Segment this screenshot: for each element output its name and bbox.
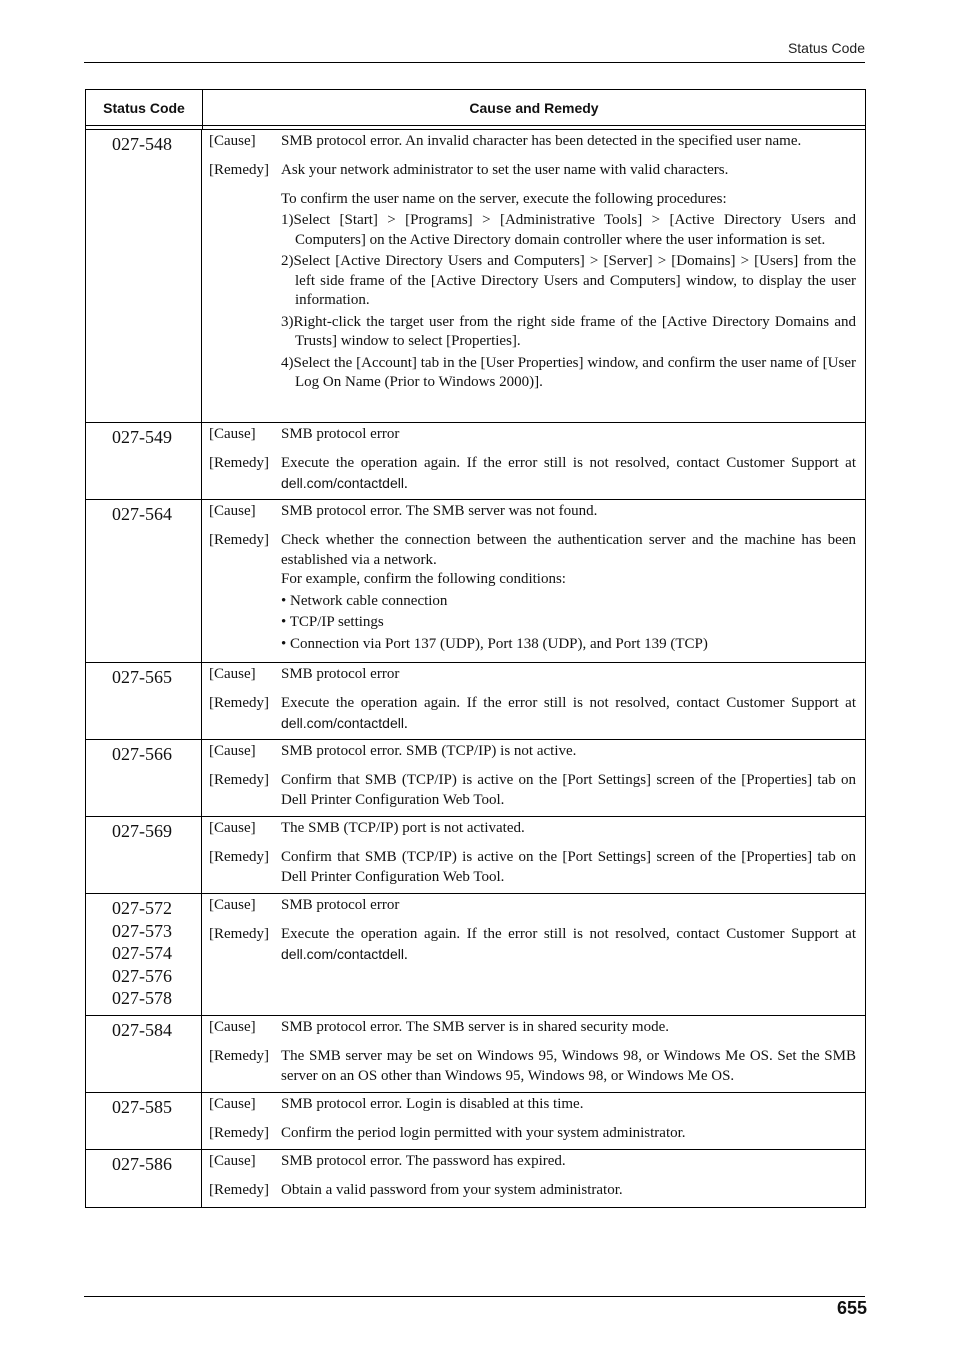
cause-text: SMB protocol error. SMB (TCP/IP) is not active.: [281, 743, 577, 759]
remedy-tag: [Remedy]: [209, 1125, 269, 1141]
status-code-cell: [86, 1150, 202, 1207]
remedy-text: Execute the operation again. If the error still is not resolved, contact Customer Support at dell.com/contactdell.: [281, 695, 856, 732]
status-code-cell: [86, 894, 202, 1015]
cause-tag: [Cause]: [209, 666, 256, 682]
column-header-status-code: Status Code: [86, 90, 203, 125]
status-code: 027-578: [112, 988, 172, 1008]
cause-text: The SMB (TCP/IP) port is not activated.: [281, 820, 525, 836]
remedy-text: Obtain a valid password from your system administrator.: [281, 1182, 623, 1198]
procedure-step: 2)Select [Active Directory Users and Computers] > [Server] > [Domains] > [Users] from the left side frame of the [Active Directory Users and Computers] window, to display the user information.: [281, 253, 856, 308]
cause-tag: [Cause]: [209, 503, 256, 519]
cause-entry: [209, 1152, 856, 1172]
remedy-tag: [Remedy]: [209, 455, 269, 471]
remedy-tag: [Remedy]: [209, 926, 269, 942]
cause-text: SMB protocol error. The SMB server is in shared security mode.: [281, 1019, 669, 1035]
status-code-cell: [86, 740, 202, 816]
remedy-tag: [Remedy]: [209, 162, 269, 178]
status-code: 027-564: [112, 504, 172, 524]
status-code: 027-565: [112, 667, 172, 687]
cause-tag: [Cause]: [209, 743, 256, 759]
table-row: [86, 1093, 865, 1150]
contact-text: Execute the operation again. If the error still is not resolved, contact Customer Support at: [281, 455, 856, 471]
table-row: [86, 423, 865, 500]
running-header: Status Code: [787, 40, 865, 56]
remedy-entry: [209, 694, 856, 734]
cause-entry: [209, 896, 856, 916]
cause-text: SMB protocol error. The SMB server was not found.: [281, 503, 598, 519]
contact-link[interactable]: dell.com/contactdell: [281, 714, 404, 731]
cause-tag: [Cause]: [209, 1153, 256, 1169]
remedy-text: Check whether the connection between the authentication server and the machine has been established via a network.: [281, 532, 856, 568]
status-code: 027-573: [112, 920, 172, 941]
table-row: [86, 1016, 865, 1093]
contact-text: Execute the operation again. If the error still is not resolved, contact Customer Support at: [281, 926, 856, 942]
remedy-tag: [Remedy]: [209, 1048, 269, 1064]
remedy-text: Ask your network administrator to set the user name with valid characters.: [281, 162, 729, 178]
condition-item: • Network cable connection: [281, 592, 448, 609]
cause-tag: [Cause]: [209, 897, 256, 913]
table-row: [86, 817, 865, 894]
cause-tag: [Cause]: [209, 426, 256, 442]
cause-remedy-cell: [202, 740, 865, 816]
procedure-step: 1)Select [Start] > [Programs] > [Administrative Tools] > [Active Directory Users and Computers] on the Active Directory domain controller where the user information is set.: [281, 212, 856, 248]
remedy-entry: [209, 454, 856, 494]
cause-entry: [209, 425, 856, 445]
cause-remedy-cell: [202, 817, 865, 893]
remedy-entry: [209, 161, 856, 393]
remedy-text: Execute the operation again. If the error still is not resolved, contact Customer Support at dell.com/contactdell.: [281, 926, 856, 963]
cause-entry: [209, 819, 856, 839]
cause-remedy-cell: [202, 130, 865, 422]
table-row: [86, 663, 865, 740]
cause-tag: [Cause]: [209, 820, 256, 836]
remedy-text: Confirm that SMB (TCP/IP) is active on the [Port Settings] screen of the [Properties] tab on Dell Printer Configuration Web Tool.: [281, 849, 856, 885]
cause-entry: [209, 1018, 856, 1038]
cause-remedy-cell: [202, 423, 865, 499]
cause-text: SMB protocol error. The password has expired.: [281, 1153, 566, 1169]
remedy-text: Execute the operation again. If the error still is not resolved, contact Customer Support at dell.com/contactdell.: [281, 455, 856, 492]
footer-rule: [84, 1296, 865, 1297]
status-code-cell: [86, 130, 202, 422]
cause-remedy-cell: [202, 894, 865, 1015]
remedy-subtext: For example, confirm the following conditions:: [281, 571, 566, 587]
contact-link[interactable]: dell.com/contactdell: [281, 945, 404, 962]
status-code-cell: [86, 817, 202, 893]
remedy-text: Confirm the period login permitted with your system administrator.: [281, 1125, 686, 1141]
cause-text: SMB protocol error: [281, 897, 400, 913]
cause-text: SMB protocol error: [281, 426, 400, 442]
remedy-tag: [Remedy]: [209, 772, 269, 788]
cause-entry: [209, 665, 856, 685]
status-code: 027-549: [112, 427, 172, 447]
remedy-tag: [Remedy]: [209, 695, 269, 711]
remedy-entry: [209, 1181, 856, 1201]
cause-text: SMB protocol error. Login is disabled at this time.: [281, 1096, 584, 1112]
procedure-step: 4)Select the [Account] tab in the [User Properties] window, and confirm the user name of [User Log On Name (Prior to Windows 2000)].: [281, 354, 856, 390]
column-header-cause-remedy: Cause and Remedy: [469, 99, 599, 116]
header-rule: [84, 62, 865, 63]
status-code: 027-566: [112, 744, 172, 764]
status-code-cell: [86, 663, 202, 739]
remedy-tag: [Remedy]: [209, 1182, 269, 1198]
procedure-intro: To confirm the user name on the server, execute the following procedures:: [281, 190, 727, 207]
cause-remedy-cell: [202, 663, 865, 739]
cause-entry: [209, 132, 856, 152]
cause-remedy-cell: [202, 1016, 865, 1092]
status-code: 027-569: [112, 821, 172, 841]
cause-entry: [209, 502, 856, 522]
status-code-cell: [86, 500, 202, 662]
cause-text: SMB protocol error: [281, 666, 400, 682]
table-row: [86, 894, 865, 1016]
table-header: [86, 90, 865, 126]
cause-remedy-cell: [202, 1093, 865, 1149]
procedure-step: 3)Right-click the target user from the right side frame of the [Active Directory Domains and Trusts] window to select [Properties].: [281, 313, 856, 349]
cause-text: SMB protocol error. An invalid character has been detected in the specified user name.: [281, 133, 802, 149]
status-code-table: [85, 89, 866, 1208]
status-code: 027-574: [112, 943, 172, 963]
status-code: 027-576: [112, 965, 172, 986]
remedy-entry: [209, 531, 856, 654]
condition-item: • Connection via Port 137 (UDP), Port 138 (UDP), and Port 139 (TCP): [281, 635, 708, 652]
remedy-entry: [209, 925, 856, 965]
cause-remedy-cell: [202, 1150, 865, 1207]
table-row: [86, 1150, 865, 1207]
status-code: 027-584: [112, 1020, 172, 1040]
remedy-entry: [209, 771, 856, 810]
remedy-text: Confirm that SMB (TCP/IP) is active on the [Port Settings] screen of the [Properties] tab on Dell Printer Configuration Web Tool.: [281, 772, 856, 808]
remedy-entry: [209, 848, 856, 887]
status-code: 027-572: [112, 898, 172, 918]
status-code: 027-586: [112, 1154, 172, 1174]
cause-tag: [Cause]: [209, 1096, 256, 1112]
cause-entry: [209, 742, 856, 762]
status-code: 027-548: [112, 134, 172, 154]
remedy-entry: [209, 1047, 856, 1086]
remedy-tag: [Remedy]: [209, 849, 269, 865]
status-code-cell: [86, 1093, 202, 1149]
contact-link[interactable]: dell.com/contactdell: [281, 474, 404, 491]
table-row: [86, 130, 865, 423]
remedy-text: The SMB server may be set on Windows 95, Windows 98, or Windows Me OS. Set the SMB server on an OS other than Windows 95, Windows 98, or Windows Me OS.: [281, 1048, 856, 1084]
cause-tag: [Cause]: [209, 133, 256, 149]
table-row: [86, 740, 865, 817]
contact-text: Execute the operation again. If the error still is not resolved, contact Customer Support at: [281, 695, 856, 711]
status-code-cell: [86, 1016, 202, 1092]
condition-item: • TCP/IP settings: [281, 614, 384, 630]
page-number: 655: [836, 1298, 867, 1318]
status-code-cell: [86, 423, 202, 499]
cause-remedy-cell: [202, 500, 865, 662]
remedy-tag: [Remedy]: [209, 532, 269, 548]
status-code: 027-585: [112, 1097, 172, 1117]
table-row: [86, 500, 865, 663]
remedy-entry: [209, 1124, 856, 1144]
cause-entry: [209, 1095, 856, 1115]
cause-tag: [Cause]: [209, 1019, 256, 1035]
